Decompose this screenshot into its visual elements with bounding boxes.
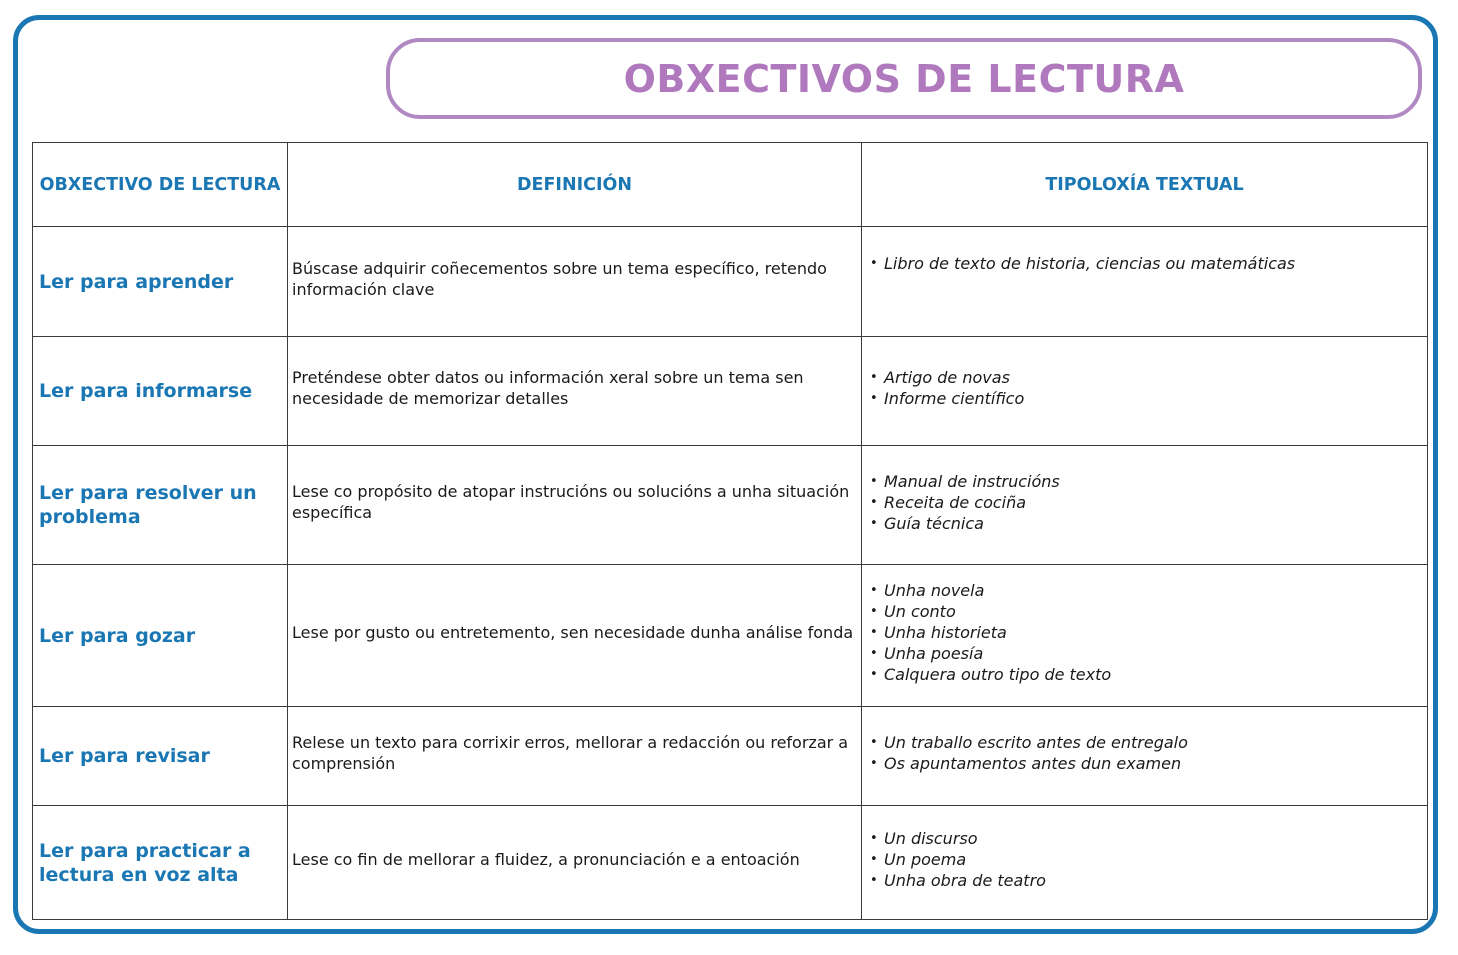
table-row	[33, 446, 1428, 565]
table-header-row	[33, 143, 1428, 227]
typology-item: • Un poema	[868, 849, 1421, 870]
typology-item: • Receita de cociña	[868, 492, 1421, 513]
objective-cell: Ler para aprender	[33, 227, 288, 337]
table-row	[33, 565, 1428, 707]
definition-cell: Lese co fin de mellorar a fluidez, a pronunciación e a entoación	[288, 806, 862, 920]
definition-cell: Relese un texto para corrixir erros, mellorar a redacción ou reforzar a comprensión	[288, 707, 862, 806]
typology-list	[868, 253, 1421, 274]
typology-cell	[862, 446, 1428, 565]
header-definition: DEFINICIÓN	[288, 143, 862, 227]
typology-cell	[862, 806, 1428, 920]
typology-list	[868, 732, 1421, 774]
page-title: OBXECTIVOS DE LECTURA	[623, 56, 1185, 101]
title-banner	[386, 38, 1422, 119]
table-row	[33, 806, 1428, 920]
table-row	[33, 227, 1428, 337]
typology-item: • Libro de texto de historia, ciencias ou matemáticas	[868, 253, 1421, 274]
typology-cell	[862, 337, 1428, 446]
typology-item: • Manual de instrucións	[868, 471, 1421, 492]
typology-cell	[862, 707, 1428, 806]
header-objective: OBXECTIVO DE LECTURA	[33, 143, 288, 227]
definition-cell: Lese co propósito de atopar instrucións ou solucións a unha situación específica	[288, 446, 862, 565]
typology-item: • Calquera outro tipo de texto	[868, 664, 1421, 685]
typology-item: • Unha historieta	[868, 622, 1421, 643]
typology-cell	[862, 227, 1428, 337]
typology-item: • Guía técnica	[868, 513, 1421, 534]
typology-item: • Unha novela	[868, 580, 1421, 601]
definition-cell: Preténdese obter datos ou información xeral sobre un tema sen necesidade de memorizar detalles	[288, 337, 862, 446]
objective-cell: Ler para practicar a lectura en voz alta	[33, 806, 288, 920]
typology-item: • Unha obra de teatro	[868, 870, 1421, 891]
table-row	[33, 337, 1428, 446]
objective-cell: Ler para resolver un problema	[33, 446, 288, 565]
definition-cell: Lese por gusto ou entretemento, sen necesidade dunha análise fonda	[288, 565, 862, 707]
typology-list	[868, 367, 1421, 409]
typology-item: • Un discurso	[868, 828, 1421, 849]
header-typology: TIPOLOXÍA TEXTUAL	[862, 143, 1428, 227]
typology-cell	[862, 565, 1428, 707]
objective-cell: Ler para gozar	[33, 565, 288, 707]
objective-cell: Ler para revisar	[33, 707, 288, 806]
definition-cell: Búscase adquirir coñecementos sobre un tema específico, retendo información clave	[288, 227, 862, 337]
objective-cell: Ler para informarse	[33, 337, 288, 446]
typology-item: • Os apuntamentos antes dun examen	[868, 753, 1421, 774]
typology-item: • Artigo de novas	[868, 367, 1421, 388]
typology-item: • Informe científico	[868, 388, 1421, 409]
typology-list	[868, 828, 1421, 891]
typology-list	[868, 471, 1421, 534]
table-row	[33, 707, 1428, 806]
typology-list	[868, 580, 1421, 685]
typology-item: • Un traballo escrito antes de entregalo	[868, 732, 1421, 753]
reading-objectives-table	[32, 142, 1428, 920]
typology-item: • Unha poesía	[868, 643, 1421, 664]
typology-item: • Un conto	[868, 601, 1421, 622]
